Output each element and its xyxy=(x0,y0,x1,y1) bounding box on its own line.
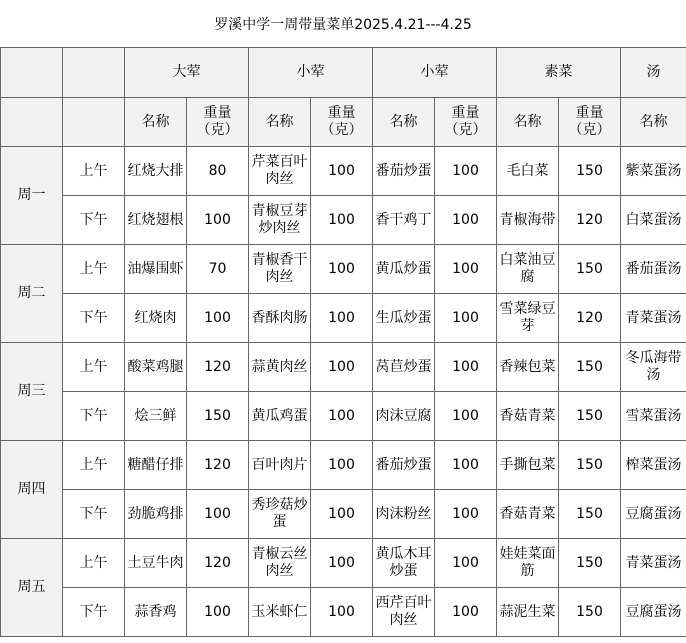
soup-name-cell xyxy=(621,294,686,343)
weight-text: 100 xyxy=(452,554,479,571)
weight-text: 100 xyxy=(328,358,355,375)
table-row xyxy=(1,539,686,588)
dish-name-text: 油爆围虾 xyxy=(127,260,184,277)
dish-name-cell xyxy=(249,294,311,343)
soup-name-text: 榨菜蛋汤 xyxy=(625,456,682,473)
dish-name-cell xyxy=(249,343,311,392)
dish-name-cell xyxy=(497,539,559,588)
weight-cell xyxy=(187,588,249,637)
dish-name-text: 白菜油豆腐 xyxy=(499,252,556,285)
weight-cell xyxy=(187,539,249,588)
dish-name-text: 香菇青菜 xyxy=(499,505,556,522)
dish-name-cell xyxy=(125,392,187,441)
dish-name-cell xyxy=(497,294,559,343)
weight-cell xyxy=(559,392,621,441)
dish-name-cell xyxy=(249,147,311,196)
weight-text: 100 xyxy=(204,603,231,620)
dish-name-text: 烩三鲜 xyxy=(134,407,177,424)
weight-text: 150 xyxy=(576,358,603,375)
soup-name-cell xyxy=(621,196,686,245)
dish-name-text: 西芹百叶肉丝 xyxy=(375,595,432,628)
weight-cell xyxy=(435,392,497,441)
weight-cell xyxy=(187,441,249,490)
soup-name-cell xyxy=(621,343,686,392)
weight-text: 150 xyxy=(576,505,603,522)
dish-name-cell xyxy=(373,392,435,441)
dish-name-cell xyxy=(373,196,435,245)
dish-name-text: 肉沫粉丝 xyxy=(375,505,432,522)
corner-cell xyxy=(1,98,63,147)
dish-name-cell xyxy=(125,147,187,196)
weight-text: 100 xyxy=(204,211,231,228)
soup-name-cell xyxy=(621,392,686,441)
weight-text: 100 xyxy=(452,309,479,326)
dish-name-text: 红烧肉 xyxy=(134,309,177,326)
dish-name-text: 百叶肉片 xyxy=(251,456,308,473)
period-cell: 下午 xyxy=(63,196,125,245)
weight-text: 150 xyxy=(204,407,231,424)
weight-text: 150 xyxy=(576,162,603,179)
menu-title: 罗溪中学一周带量菜单2025.4.21---4.25 xyxy=(0,0,686,48)
dish-name-text: 手撕包菜 xyxy=(499,456,556,473)
subheader-name: 名称 xyxy=(621,98,686,147)
soup-name-cell xyxy=(621,441,686,490)
period-header-cell xyxy=(63,98,125,147)
day-cell: 周四 xyxy=(1,441,63,539)
dish-name-cell xyxy=(125,196,187,245)
weight-text: 80 xyxy=(208,162,227,179)
period-header-cell xyxy=(63,48,125,98)
table-row xyxy=(1,490,686,539)
dish-name-text: 肉沫豆腐 xyxy=(375,407,432,424)
dish-name-cell xyxy=(125,441,187,490)
subheader-weight: 重量（克） xyxy=(311,98,373,147)
weight-text: 100 xyxy=(452,456,479,473)
category-header-1: 大荤 xyxy=(125,48,249,98)
dish-name-cell xyxy=(497,441,559,490)
soup-name-text: 紫菜蛋汤 xyxy=(625,162,682,179)
soup-name-text: 青菜蛋汤 xyxy=(625,309,682,326)
table-row xyxy=(1,441,686,490)
weight-cell xyxy=(311,343,373,392)
soup-name-cell xyxy=(621,245,686,294)
weight-cell xyxy=(435,343,497,392)
dish-name-text: 青椒豆芽炒肉丝 xyxy=(251,203,308,236)
weight-cell xyxy=(311,490,373,539)
period-cell: 上午 xyxy=(63,539,125,588)
dish-name-cell xyxy=(373,245,435,294)
dish-name-cell xyxy=(373,441,435,490)
dish-name-cell xyxy=(249,588,311,637)
menu-table xyxy=(0,47,686,637)
period-cell: 下午 xyxy=(63,294,125,343)
dish-name-text: 秀珍菇炒蛋 xyxy=(251,497,308,530)
period-cell: 上午 xyxy=(63,147,125,196)
dish-name-cell xyxy=(373,490,435,539)
subheader-weight: 重量（克） xyxy=(187,98,249,147)
dish-name-cell xyxy=(125,245,187,294)
dish-name-text: 红烧大排 xyxy=(127,162,184,179)
dish-name-text: 红烧翅根 xyxy=(127,211,184,228)
weight-text: 150 xyxy=(576,603,603,620)
dish-name-text: 黄瓜鸡蛋 xyxy=(251,407,308,424)
weight-text: 100 xyxy=(328,456,355,473)
weight-cell xyxy=(187,294,249,343)
weight-cell xyxy=(311,441,373,490)
category-header-2: 小荤 xyxy=(249,48,373,98)
soup-name-text: 豆腐蛋汤 xyxy=(625,603,682,620)
dish-name-text: 蒜黄肉丝 xyxy=(251,358,308,375)
weight-cell xyxy=(311,392,373,441)
weight-text: 100 xyxy=(328,505,355,522)
weight-text: 100 xyxy=(328,554,355,571)
weight-cell xyxy=(435,441,497,490)
dish-name-cell xyxy=(125,490,187,539)
table-row xyxy=(1,294,686,343)
weight-cell xyxy=(435,147,497,196)
dish-name-text: 糖醋仔排 xyxy=(127,456,184,473)
weight-cell xyxy=(559,294,621,343)
weight-text: 150 xyxy=(576,260,603,277)
dish-name-cell xyxy=(497,588,559,637)
dish-name-text: 青椒云丝肉丝 xyxy=(251,546,308,579)
weight-cell xyxy=(311,245,373,294)
weight-cell xyxy=(187,343,249,392)
dish-name-cell xyxy=(373,588,435,637)
dish-name-text: 芹菜百叶肉丝 xyxy=(251,154,308,187)
weight-cell xyxy=(559,343,621,392)
day-cell: 周二 xyxy=(1,245,63,343)
dish-name-text: 黄瓜炒蛋 xyxy=(375,260,432,277)
subheader-name: 名称 xyxy=(373,98,435,147)
weight-text: 100 xyxy=(452,358,479,375)
period-cell: 上午 xyxy=(63,245,125,294)
weight-cell xyxy=(559,196,621,245)
table-row xyxy=(1,343,686,392)
weight-text: 100 xyxy=(204,505,231,522)
weight-text: 100 xyxy=(452,603,479,620)
weight-cell xyxy=(559,588,621,637)
dish-name-cell xyxy=(497,196,559,245)
weight-text: 100 xyxy=(328,260,355,277)
dish-name-cell xyxy=(125,343,187,392)
period-cell: 下午 xyxy=(63,392,125,441)
dish-name-text: 土豆牛肉 xyxy=(127,554,184,571)
period-cell: 下午 xyxy=(63,588,125,637)
weight-text: 120 xyxy=(576,211,603,228)
subheader-weight: 重量（克） xyxy=(435,98,497,147)
soup-name-text: 雪菜蛋汤 xyxy=(625,407,682,424)
dish-name-text: 黄瓜木耳炒蛋 xyxy=(375,546,432,579)
dish-name-text: 番茄炒蛋 xyxy=(375,456,432,473)
dish-name-cell xyxy=(249,196,311,245)
dish-name-text: 生瓜炒蛋 xyxy=(375,309,432,326)
category-header-4: 素菜 xyxy=(497,48,621,98)
weight-text: 120 xyxy=(204,456,231,473)
dish-name-cell xyxy=(373,539,435,588)
dish-name-text: 香干鸡丁 xyxy=(375,211,432,228)
soup-name-cell xyxy=(621,147,686,196)
dish-name-cell xyxy=(249,392,311,441)
weight-cell xyxy=(311,196,373,245)
dish-name-text: 劲脆鸡排 xyxy=(127,505,184,522)
weight-text: 100 xyxy=(328,603,355,620)
soup-name-text: 白菜蛋汤 xyxy=(625,211,682,228)
dish-name-cell xyxy=(373,147,435,196)
dish-name-cell xyxy=(125,539,187,588)
dish-name-cell xyxy=(497,392,559,441)
weight-text: 100 xyxy=(452,407,479,424)
weight-text: 120 xyxy=(204,358,231,375)
weight-cell xyxy=(187,490,249,539)
table-row xyxy=(1,147,686,196)
weight-cell xyxy=(435,294,497,343)
weight-text: 100 xyxy=(328,407,355,424)
weight-text: 70 xyxy=(208,260,227,277)
dish-name-text: 青椒香干肉丝 xyxy=(251,252,308,285)
weight-text: 100 xyxy=(452,162,479,179)
weight-cell xyxy=(435,490,497,539)
period-cell: 上午 xyxy=(63,441,125,490)
day-cell: 周五 xyxy=(1,539,63,637)
day-cell: 周三 xyxy=(1,343,63,441)
subheader-name: 名称 xyxy=(497,98,559,147)
dish-name-cell xyxy=(497,343,559,392)
dish-name-cell xyxy=(249,490,311,539)
weight-text: 120 xyxy=(576,309,603,326)
dish-name-cell xyxy=(497,245,559,294)
subheader-row xyxy=(1,98,686,147)
dish-name-cell xyxy=(125,588,187,637)
category-header-3: 小荤 xyxy=(373,48,497,98)
period-cell: 上午 xyxy=(63,343,125,392)
dish-name-text: 香辣包菜 xyxy=(499,358,556,375)
dish-name-cell xyxy=(373,343,435,392)
weight-cell xyxy=(435,539,497,588)
corner-cell xyxy=(1,48,63,98)
dish-name-text: 酸菜鸡腿 xyxy=(127,358,184,375)
period-cell: 下午 xyxy=(63,490,125,539)
weight-text: 100 xyxy=(204,309,231,326)
soup-name-cell xyxy=(621,490,686,539)
weight-cell xyxy=(187,147,249,196)
weight-text: 150 xyxy=(576,456,603,473)
weight-text: 100 xyxy=(452,211,479,228)
table-row xyxy=(1,392,686,441)
weight-text: 150 xyxy=(576,554,603,571)
weight-cell xyxy=(187,392,249,441)
dish-name-cell xyxy=(497,490,559,539)
subheader-name: 名称 xyxy=(249,98,311,147)
subheader-name: 名称 xyxy=(125,98,187,147)
dish-name-cell xyxy=(497,147,559,196)
day-cell: 周一 xyxy=(1,147,63,245)
weight-cell xyxy=(311,588,373,637)
dish-name-text: 青椒海带 xyxy=(499,211,556,228)
weight-cell xyxy=(187,245,249,294)
dish-name-cell xyxy=(125,294,187,343)
weight-cell xyxy=(435,196,497,245)
category-header-5: 汤 xyxy=(621,48,686,98)
dish-name-text: 娃娃菜面筋 xyxy=(499,546,556,579)
dish-name-text: 莴苣炒蛋 xyxy=(375,358,432,375)
weight-cell xyxy=(559,147,621,196)
category-header-row xyxy=(1,48,686,98)
weight-cell xyxy=(311,539,373,588)
soup-name-cell xyxy=(621,588,686,637)
soup-name-text: 冬瓜海带汤 xyxy=(625,350,682,383)
weight-cell xyxy=(559,539,621,588)
dish-name-cell xyxy=(249,245,311,294)
dish-name-text: 番茄炒蛋 xyxy=(375,162,432,179)
dish-name-text: 香酥肉肠 xyxy=(251,309,308,326)
weight-cell xyxy=(311,147,373,196)
weight-cell xyxy=(311,294,373,343)
dish-name-cell xyxy=(249,441,311,490)
weight-text: 100 xyxy=(452,260,479,277)
soup-name-text: 豆腐蛋汤 xyxy=(625,505,682,522)
table-row xyxy=(1,588,686,637)
weight-text: 120 xyxy=(204,554,231,571)
weight-cell xyxy=(435,588,497,637)
weight-cell xyxy=(187,196,249,245)
dish-name-cell xyxy=(249,539,311,588)
dish-name-text: 毛白菜 xyxy=(506,162,549,179)
weight-cell xyxy=(559,441,621,490)
weight-cell xyxy=(435,245,497,294)
weight-cell xyxy=(559,490,621,539)
soup-name-text: 番茄蛋汤 xyxy=(625,260,682,277)
weight-cell xyxy=(559,245,621,294)
dish-name-text: 玉米虾仁 xyxy=(251,603,308,620)
dish-name-cell xyxy=(373,294,435,343)
dish-name-text: 蒜泥生菜 xyxy=(499,603,556,620)
dish-name-text: 香菇青菜 xyxy=(499,407,556,424)
weight-text: 100 xyxy=(452,505,479,522)
weight-text: 150 xyxy=(576,407,603,424)
table-row xyxy=(1,245,686,294)
weight-text: 100 xyxy=(328,162,355,179)
soup-name-cell xyxy=(621,539,686,588)
dish-name-text: 雪菜绿豆芽 xyxy=(499,301,556,334)
weight-text: 100 xyxy=(328,309,355,326)
table-row xyxy=(1,196,686,245)
weight-text: 100 xyxy=(328,211,355,228)
soup-name-text: 青菜蛋汤 xyxy=(625,554,682,571)
subheader-weight: 重量（克） xyxy=(559,98,621,147)
dish-name-text: 蒜香鸡 xyxy=(134,603,177,620)
